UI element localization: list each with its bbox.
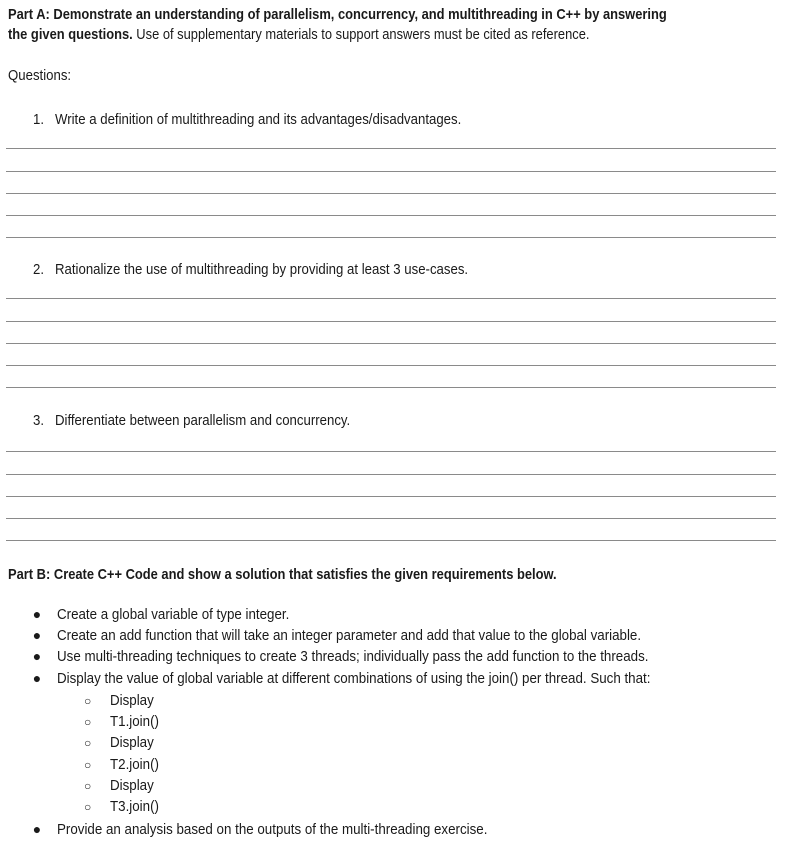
question-number: 2.	[33, 261, 45, 278]
part-a-heading-line-2	[8, 26, 684, 43]
answer-line[interactable]	[6, 215, 776, 216]
answer-line[interactable]	[6, 298, 776, 299]
circle-bullet-icon: ○	[84, 779, 92, 793]
questions-label: Questions:	[8, 67, 72, 84]
answer-line[interactable]	[6, 518, 776, 519]
question-3	[33, 412, 393, 429]
answer-line[interactable]	[6, 343, 776, 344]
answer-line[interactable]	[6, 365, 776, 366]
bullet-icon: ●	[32, 821, 42, 837]
part-a-heading-bold: Part A: Demonstrate an understanding of parallelism, concurrency, and multithreading in C++ by answering	[8, 6, 667, 23]
part-a-instructions: Use of supplementary materials to support answers must be cited as reference.	[132, 26, 590, 43]
answer-line[interactable]	[6, 474, 776, 475]
circle-bullet-icon: ○	[84, 758, 92, 772]
circle-bullet-icon: ○	[84, 800, 92, 814]
bullet-icon: ●	[32, 606, 42, 622]
question-number: 3.	[33, 412, 45, 429]
question-text: Write a definition of multithreading and its advantages/disadvantages.	[55, 111, 462, 128]
answer-line[interactable]	[6, 496, 776, 497]
answer-line[interactable]	[6, 387, 776, 388]
answer-line[interactable]	[6, 171, 776, 172]
circle-bullet-icon: ○	[84, 736, 92, 750]
answer-line[interactable]	[6, 321, 776, 322]
question-number: 1.	[33, 111, 45, 128]
circle-bullet-icon: ○	[84, 694, 92, 708]
answer-line[interactable]	[6, 237, 776, 238]
bullet-icon: ●	[32, 670, 42, 686]
circle-bullet-icon: ○	[84, 715, 92, 729]
bullet-icon: ●	[32, 648, 42, 664]
bullet-icon: ●	[32, 627, 42, 643]
question-text: Rationalize the use of multithreading by providing at least 3 use-cases.	[55, 261, 469, 278]
answer-line[interactable]	[6, 193, 776, 194]
answer-line[interactable]	[6, 451, 776, 452]
answer-line[interactable]	[6, 148, 776, 149]
question-2	[33, 261, 527, 278]
question-text: Differentiate between parallelism and concurrency.	[55, 412, 351, 429]
part-a-heading-bold-2: the given questions.	[8, 26, 133, 43]
part-b-heading: Part B: Create C++ Code and show a solution that satisfies the given requirements below.	[8, 566, 557, 583]
question-1	[33, 111, 520, 128]
part-a-heading-line-1	[8, 6, 774, 23]
answer-line[interactable]	[6, 540, 776, 541]
